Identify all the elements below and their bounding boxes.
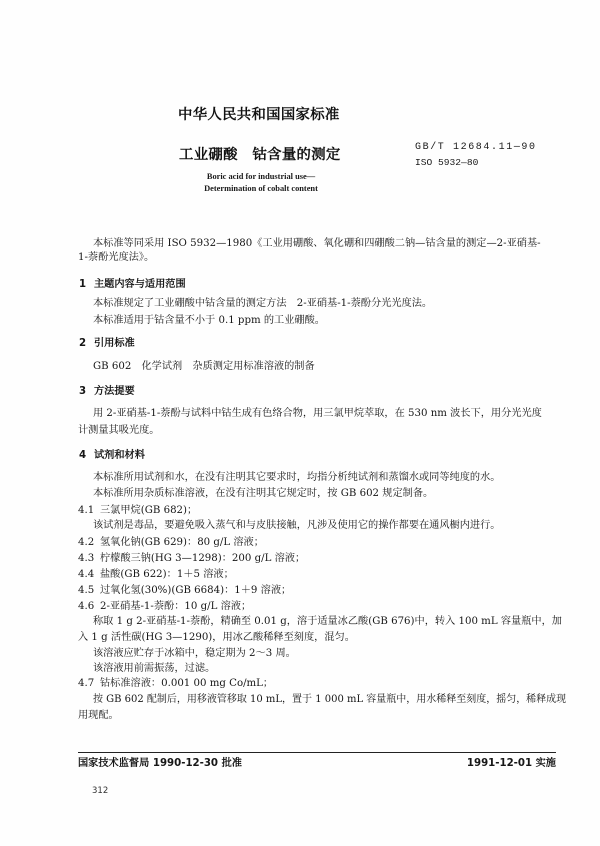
paragraph-line: 本标准所用杂质标准溶液，在没有注明其它规定时，按 GB 602 规定制备。	[93, 488, 434, 499]
section-title: 试剂和材料	[94, 450, 145, 461]
document-title: 工业硼酸 钴含量的测定	[179, 147, 341, 163]
section-4-heading	[79, 449, 145, 463]
section-number: 3	[79, 386, 87, 397]
clause-note: 入 1 g 活性碳(HG 3—1290)，用冰乙酸稀释至刻度，混匀。	[78, 632, 355, 643]
footer-rule	[78, 752, 556, 753]
clause-number: 4.3	[78, 553, 95, 564]
section-number: 1	[79, 279, 87, 290]
section-number: 2	[79, 338, 87, 349]
clause-number: 4.2	[78, 537, 95, 548]
iso-code: ISO 5932—80	[415, 157, 479, 168]
section-2-heading	[79, 337, 135, 351]
clause-note: 该溶液用前需振荡，过滤。	[93, 663, 216, 674]
clause-number: 4.5	[78, 585, 95, 596]
intro-line: 本标准等同采用 ISO 5932—1980《工业用硼酸、氧化硼和四硼酸二钠—钴含量的测定—2-亚硝基-	[93, 238, 541, 249]
approval-note: 国家技术监督局 1990-12-30 批准	[78, 758, 242, 769]
clause-text: 盐酸(GB 622)：1＋5 溶液；	[100, 569, 234, 580]
clause-number: 4.4	[78, 569, 95, 580]
paragraph-line: 本标准规定了工业硼酸中钴含量的测定方法 2-亚硝基-1-萘酚分光光度法。	[93, 298, 433, 309]
page-number: 312	[92, 786, 109, 796]
paragraph-line: 计测量其吸光度。	[78, 425, 160, 436]
clause-text: 氢氧化钠(GB 629)：80 g/L 溶液；	[100, 537, 264, 548]
clause-4-7	[78, 677, 273, 691]
clause-note: 按 GB 602 配制后，用移液管移取 10 mL，置于 1 000 mL 容量瓶中，用水稀释至刻度，摇匀，稀释成现	[93, 694, 567, 705]
clause-number: 4.1	[78, 505, 95, 516]
section-number: 4	[79, 450, 87, 461]
paragraph-line: 本标准适用于钴含量不小于 0.1 ppm 的工业硼酸。	[93, 315, 325, 326]
title-en-line: Determination of cobalt content	[204, 184, 318, 193]
document-title-en	[161, 171, 361, 195]
clause-4-4	[78, 568, 234, 582]
clause-4-2	[78, 536, 264, 550]
section-title: 方法提要	[94, 386, 135, 397]
clause-4-1	[78, 504, 197, 518]
clause-4-5	[78, 584, 291, 598]
paragraph-line: 用 2-亚硝基-1-萘酚与试料中钴生成有色络合物，用三氯甲烷萃取，在 530 nm 波长下，用分光光度	[93, 408, 542, 419]
clause-note: 该试剂是毒品，要避免吸入蒸气和与皮肤接触，凡涉及使用它的操作都要在通风橱内进行。	[93, 520, 501, 531]
clause-note: 用现配。	[78, 710, 119, 721]
clause-text: 2-亚硝基-1-萘酚：10 g/L 溶液；	[100, 601, 252, 612]
clause-4-6	[78, 600, 251, 614]
intro-line: 1-萘酚光度法》。	[78, 252, 155, 263]
implementation-date: 1991-12-01 实施	[466, 758, 556, 769]
clause-number: 4.6	[78, 601, 95, 612]
clause-text: 三氯甲烷(GB 682)；	[100, 505, 198, 516]
standard-code: GB/T 12684.11—90	[415, 142, 537, 153]
paragraph-line: 本标准所用试剂和水，在没有注明其它要求时，均指分析纯试剂和蒸馏水或同等纯度的水。	[93, 472, 501, 483]
clause-4-3	[78, 552, 305, 566]
section-3-heading	[79, 385, 135, 399]
section-title: 引用标准	[94, 338, 135, 349]
clause-note: 称取 1 g 2-亚硝基-1-萘酚，精确至 0.01 g，溶于适量冰乙酸(GB 676)中，转入 100 mL 容量瓶中，加	[93, 616, 562, 627]
section-title: 主题内容与适用范围	[94, 279, 186, 290]
standard-type-label: 中华人民共和国国家标准	[178, 107, 340, 123]
clause-number: 4.7	[78, 678, 95, 689]
clause-text: 钴标准溶液：0.001 00 mg Co/mL；	[100, 678, 274, 689]
clause-text: 柠檬酸三钠(HG 3—1298)：200 g/L 溶液；	[100, 553, 306, 564]
clause-text: 过氧化氢(30%)(GB 6684)：1＋9 溶液；	[100, 585, 292, 596]
reference-line: GB 602 化学试剂 杂质测定用标准溶液的制备	[93, 361, 315, 372]
title-en-line: Boric acid for industrial use—	[206, 172, 316, 181]
section-1-heading	[79, 278, 186, 292]
clause-note: 该溶液应贮存于冰箱中，稳定期为 2～3 周。	[93, 648, 296, 659]
